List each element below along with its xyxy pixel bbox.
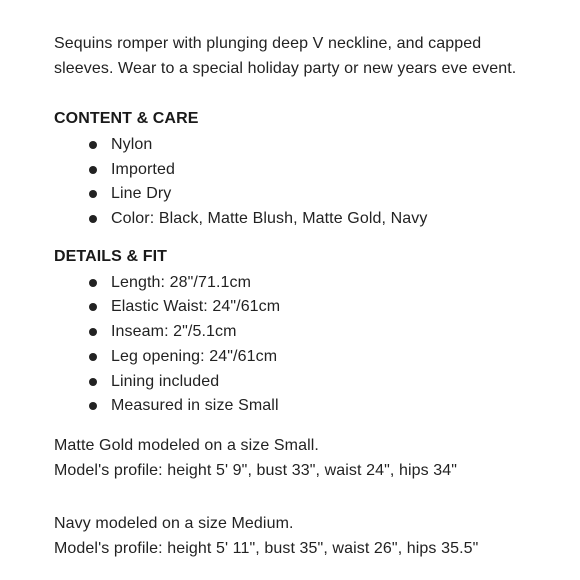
product-description bbox=[54, 31, 554, 561]
list-item bbox=[54, 133, 554, 158]
intro-paragraph bbox=[54, 31, 554, 81]
intro-line-2: sleeves. Wear to a special holiday party or new years eve event. bbox=[54, 60, 517, 77]
list-item bbox=[54, 182, 554, 207]
list-item bbox=[54, 207, 554, 232]
list-item bbox=[54, 320, 554, 345]
list-item-text: Nylon bbox=[111, 136, 153, 153]
bullet-icon bbox=[89, 303, 97, 311]
list-item-text: Inseam: 2"/5.1cm bbox=[111, 323, 237, 341]
list-item bbox=[54, 394, 554, 419]
content-care-list bbox=[54, 133, 554, 232]
list-item-text: Elastic Waist: 24"/61cm bbox=[111, 298, 281, 316]
list-item bbox=[54, 271, 554, 296]
list-item bbox=[54, 370, 554, 395]
model-note-line-1: Navy modeled on a size Medium. bbox=[54, 514, 294, 532]
bullet-icon bbox=[89, 378, 97, 386]
list-item-text: Measured in size Small bbox=[111, 397, 279, 415]
list-item-text: Color: Black, Matte Blush, Matte Gold, Navy bbox=[111, 210, 428, 228]
list-item-text: Length: 28"/71.1cm bbox=[111, 273, 252, 291]
model-note-navy bbox=[54, 511, 554, 561]
content-care-heading: CONTENT & CARE bbox=[54, 110, 199, 127]
bullet-icon bbox=[89, 279, 97, 287]
bullet-icon bbox=[89, 328, 97, 336]
list-item-text: Leg opening: 24"/61cm bbox=[111, 347, 278, 365]
list-item-text: Lining included bbox=[111, 372, 220, 390]
details-fit-heading: DETAILS & FIT bbox=[54, 247, 167, 265]
model-profile-line: Model's profile: height 5' 9", bust 33", waist 24", hips 34" bbox=[54, 461, 458, 479]
bullet-icon bbox=[89, 166, 97, 174]
list-item-text: Line Dry bbox=[111, 185, 172, 203]
bullet-icon bbox=[89, 353, 97, 361]
model-profile-line: Model's profile: height 5' 11", bust 35", waist 26", hips 35.5" bbox=[54, 539, 479, 557]
bullet-icon bbox=[89, 190, 97, 198]
bullet-icon bbox=[89, 402, 97, 410]
intro-line-1: Sequins romper with plunging deep V neckline, and capped bbox=[54, 35, 482, 52]
model-note-matte-gold bbox=[54, 433, 554, 483]
bullet-icon bbox=[89, 141, 97, 149]
list-item-text: Imported bbox=[111, 160, 175, 178]
list-item bbox=[54, 295, 554, 320]
list-item bbox=[54, 345, 554, 370]
details-fit-list bbox=[54, 271, 554, 419]
model-note-line-1: Matte Gold modeled on a size Small. bbox=[54, 436, 319, 454]
list-item bbox=[54, 158, 554, 183]
bullet-icon bbox=[89, 215, 97, 223]
